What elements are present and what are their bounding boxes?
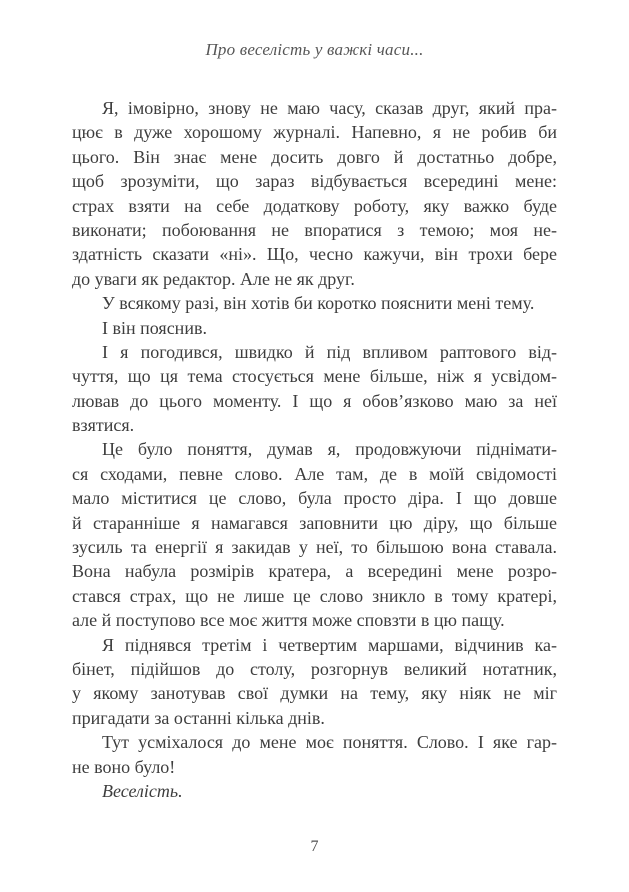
text-line: у якому занотував свої думки на тему, яку ніяк не міг <box>72 683 557 704</box>
text-line: цює в дуже хорошому журналі. Напевно, я не робив би <box>72 122 557 143</box>
text-line: І я погодився, швидко й під впливом раптового від- <box>102 341 557 362</box>
text-line: Веселість. <box>102 780 183 801</box>
text-line: У всякому разі, він хотів би коротко пояснити мені тему. <box>102 293 535 314</box>
text-line: страх взяти на себе додаткову роботу, яку важко буде <box>72 195 557 216</box>
text-line: Тут усміхалося до мене моє поняття. Слово. І яке гар- <box>102 732 557 753</box>
text-line: лював до цього моменту. І що я обов’язково маю за неї <box>72 390 557 411</box>
text-line: щоб зрозуміти, що зараз відбувається всередині мене: <box>72 171 557 192</box>
text-line: мало міститися це слово, була просто діра. І що довше <box>72 488 557 509</box>
paragraph <box>72 437 557 632</box>
text-line: І він пояснив. <box>102 317 207 338</box>
text-line: бінет, підійшов до столу, розгорнув великий нотатник, <box>72 658 557 679</box>
text-line: зусиль та енергії я закидав у неї, то більшою вона ставала. <box>72 537 557 558</box>
text-line: до уваги як редактор. Але не як друг. <box>72 268 355 289</box>
body-text <box>72 96 557 803</box>
text-line: не воно було! <box>72 756 176 777</box>
text-line: Я, імовірно, знову не маю часу, сказав друг, який пра- <box>102 98 557 118</box>
text-line: й старанніше я намагався заповнити цю діру, що більше <box>72 512 557 533</box>
paragraph <box>72 633 557 731</box>
paragraph <box>72 96 557 291</box>
text-line: виконати; побоювання не впоратися з темою; моя не- <box>72 219 557 240</box>
text-line: чуття, що ця тема стосується мене більше, ніж я усвідом- <box>72 366 557 387</box>
page-number: 7 <box>310 838 319 855</box>
paragraph <box>72 730 557 779</box>
text-line: стався страх, що не лише це слово зникло в тому кратері, <box>72 585 557 606</box>
text-line: Я піднявся третім і четвертим маршами, відчинив ка- <box>102 634 557 655</box>
text-line: здатність сказати «ні». Що, чесно кажучи, він трохи бере <box>72 244 557 265</box>
running-head: Про веселість у важкі часи... <box>205 40 424 59</box>
paragraph <box>72 779 557 803</box>
text-line: пригадати за останні кілька днів. <box>72 707 325 728</box>
paragraph <box>72 316 557 340</box>
text-line: Вона набула розмірів кратера, а всередині мене розро- <box>72 561 557 582</box>
text-line: цього. Він знає мене досить довго й достатньо добре, <box>72 146 557 167</box>
paragraph <box>72 340 557 438</box>
text-line: взятися. <box>72 415 135 436</box>
text-line: ся сходами, певне слово. Але там, де в моїй свідомості <box>72 463 557 484</box>
text-line: але й поступово все моє життя може сповзти в цю пащу. <box>72 610 505 631</box>
text-line: Це було поняття, думав я, продовжуючи піднімати- <box>102 439 557 460</box>
paragraph <box>72 291 557 315</box>
